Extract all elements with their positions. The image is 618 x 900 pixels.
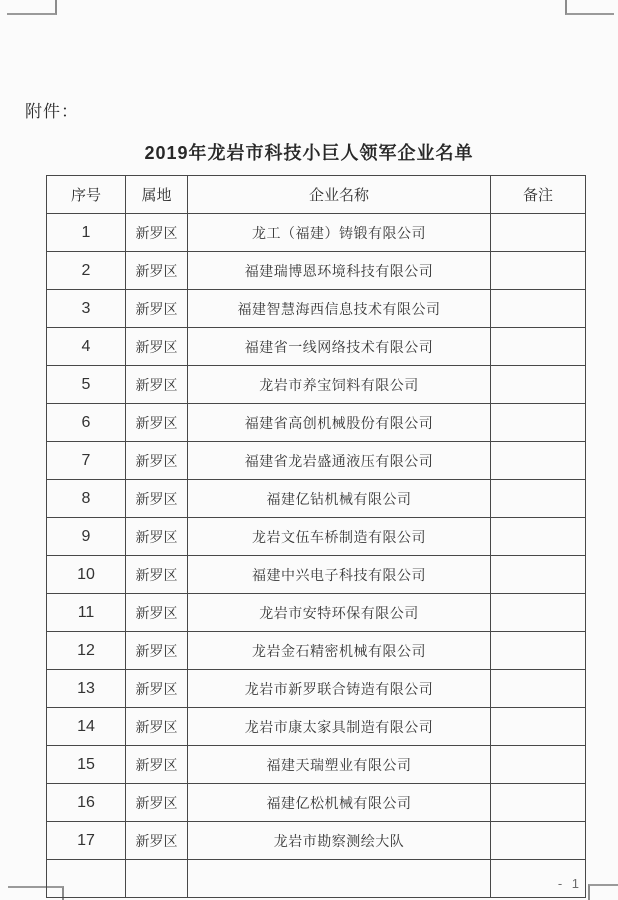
remark-cell [491, 214, 586, 252]
remark-cell [491, 518, 586, 556]
table-header-row [47, 176, 586, 214]
serial-cell: 4 [47, 328, 126, 366]
company-cell: 福建亿钻机械有限公司 [188, 480, 491, 518]
company-cell: 龙岩金石精密机械有限公司 [188, 632, 491, 670]
company-cell: 龙岩文伍车桥制造有限公司 [188, 518, 491, 556]
company-cell: 福建省一线网络技术有限公司 [188, 328, 491, 366]
serial-cell: 14 [47, 708, 126, 746]
serial-cell: 1 [47, 214, 126, 252]
district-cell: 新罗区 [126, 214, 188, 252]
district-cell: 新罗区 [126, 404, 188, 442]
company-cell: 龙岩市勘察测绘大队 [188, 822, 491, 860]
remark-cell [491, 670, 586, 708]
table-row [47, 328, 586, 366]
serial-cell: 16 [47, 784, 126, 822]
column-header-serial: 序号 [47, 176, 126, 214]
remark-cell [491, 290, 586, 328]
company-cell: 福建智慧海西信息技术有限公司 [188, 290, 491, 328]
remark-cell [491, 594, 586, 632]
serial-cell: 12 [47, 632, 126, 670]
district-cell: 新罗区 [126, 784, 188, 822]
table-row [47, 822, 586, 860]
table-row [47, 632, 586, 670]
remark-cell [491, 480, 586, 518]
remark-cell [491, 708, 586, 746]
serial-cell: 5 [47, 366, 126, 404]
attachment-label: 附件： [25, 102, 79, 121]
table-row [47, 594, 586, 632]
company-cell: 福建省高创机械股份有限公司 [188, 404, 491, 442]
remark-cell [491, 822, 586, 860]
table-body [47, 214, 586, 898]
company-cell: 龙岩市康太家具制造有限公司 [188, 708, 491, 746]
remark-cell [491, 366, 586, 404]
company-cell: 福建瑞博恩环境科技有限公司 [188, 252, 491, 290]
district-cell: 新罗区 [126, 594, 188, 632]
table-row [47, 480, 586, 518]
remark-cell [491, 442, 586, 480]
district-cell: 新罗区 [126, 746, 188, 784]
company-cell: 龙工（福建）铸锻有限公司 [188, 214, 491, 252]
serial-cell: 17 [47, 822, 126, 860]
company-cell: 福建亿松机械有限公司 [188, 784, 491, 822]
district-cell: 新罗区 [126, 556, 188, 594]
district-cell: 新罗区 [126, 670, 188, 708]
table-row [47, 442, 586, 480]
serial-cell: 13 [47, 670, 126, 708]
remark-cell [491, 328, 586, 366]
company-cell: 福建省龙岩盛通液压有限公司 [188, 442, 491, 480]
table-row [47, 404, 586, 442]
page-number: - 1 [557, 876, 582, 891]
column-header-company: 企业名称 [188, 176, 491, 214]
serial-cell: 11 [47, 594, 126, 632]
remark-cell [491, 784, 586, 822]
table-row [47, 708, 586, 746]
district-cell: 新罗区 [126, 290, 188, 328]
table-row [47, 784, 586, 822]
table-row [47, 214, 586, 252]
remark-cell [491, 746, 586, 784]
page-corner-mark-top-left [7, 0, 57, 15]
serial-cell: 15 [47, 746, 126, 784]
serial-cell: 3 [47, 290, 126, 328]
serial-cell: 2 [47, 252, 126, 290]
enterprise-table [46, 175, 586, 898]
district-cell: 新罗区 [126, 708, 188, 746]
table-row [47, 746, 586, 784]
serial-cell: 8 [47, 480, 126, 518]
company-cell: 龙岩市安特环保有限公司 [188, 594, 491, 632]
serial-cell: 6 [47, 404, 126, 442]
serial-cell: 9 [47, 518, 126, 556]
company-cell: 福建中兴电子科技有限公司 [188, 556, 491, 594]
district-cell: 新罗区 [126, 480, 188, 518]
column-header-remark: 备注 [491, 176, 586, 214]
company-cell: 龙岩市养宝饲料有限公司 [188, 366, 491, 404]
remark-cell [491, 252, 586, 290]
page-title: 2019年龙岩市科技小巨人领军企业名单 [144, 143, 474, 163]
page-corner-mark-bottom-right [588, 884, 618, 900]
district-cell: 新罗区 [126, 366, 188, 404]
district-cell: 新罗区 [126, 822, 188, 860]
serial-cell: 10 [47, 556, 126, 594]
remark-cell [491, 404, 586, 442]
district-cell: 新罗区 [126, 252, 188, 290]
table-row [47, 366, 586, 404]
table-row [47, 252, 586, 290]
page-corner-mark-top-right [565, 0, 614, 15]
serial-cell: 7 [47, 442, 126, 480]
company-cell: 福建天瑞塑业有限公司 [188, 746, 491, 784]
table-row [47, 670, 586, 708]
table-row [47, 518, 586, 556]
district-cell: 新罗区 [126, 632, 188, 670]
remark-cell [491, 632, 586, 670]
district-cell: 新罗区 [126, 328, 188, 366]
district-cell: 新罗区 [126, 442, 188, 480]
column-header-district: 属地 [126, 176, 188, 214]
remark-cell [491, 556, 586, 594]
table-row [47, 556, 586, 594]
company-cell: 龙岩市新罗联合铸造有限公司 [188, 670, 491, 708]
district-cell: 新罗区 [126, 518, 188, 556]
table-row [47, 290, 586, 328]
